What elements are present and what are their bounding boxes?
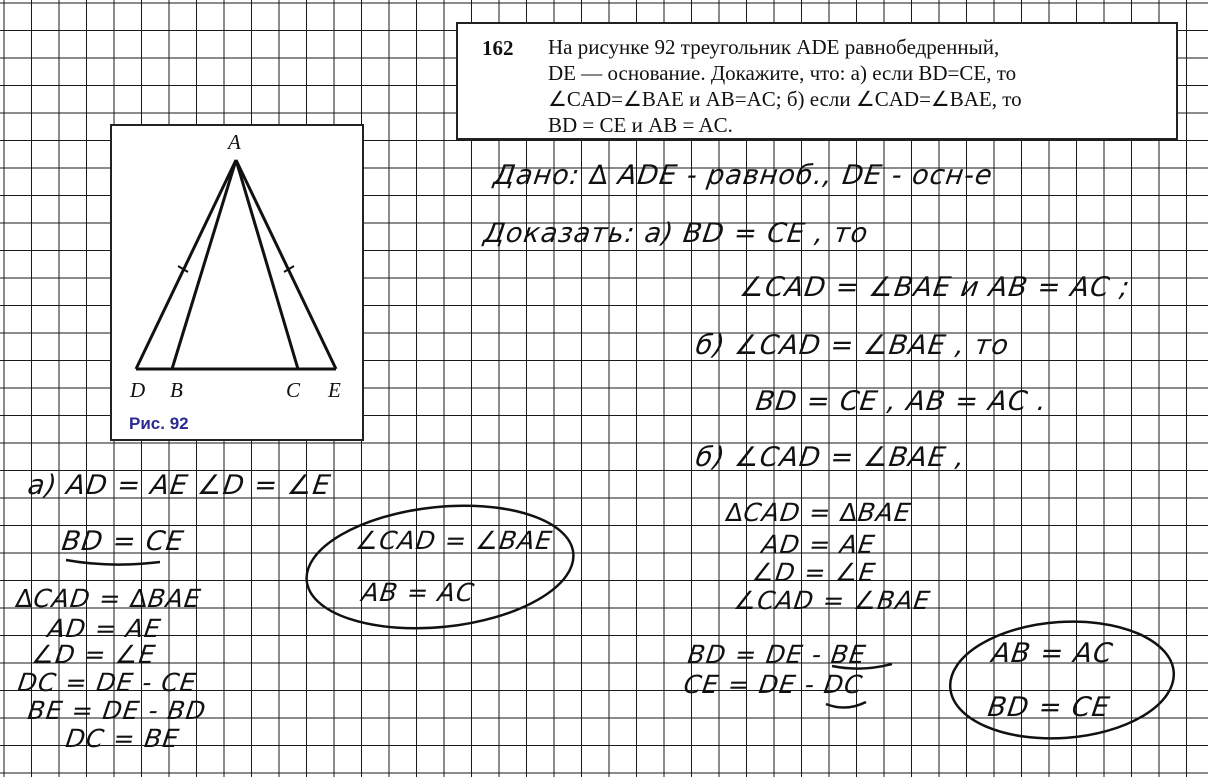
sol-a-line-3: ∆CAD = ∆BAE bbox=[13, 584, 204, 613]
problem-number: 162 bbox=[482, 36, 514, 60]
prove-a-line-2: ∠CAD = ∠BAE и AB = AC ; bbox=[737, 272, 1133, 303]
sol-b-line-6: BD = DE - BE bbox=[685, 640, 869, 669]
sol-a-line-2: BD = CE bbox=[59, 526, 187, 557]
sol-b-line-1: б) ∠CAD = ∠BAE , bbox=[693, 442, 968, 473]
result-a-line-2: AB = AC bbox=[359, 578, 477, 607]
sol-a-line-5: ∠D = ∠E bbox=[29, 640, 158, 669]
sol-b-line-7: CE = DE - DC bbox=[681, 670, 865, 699]
point-label-c: C bbox=[286, 378, 301, 402]
prove-b-line-1: б) ∠CAD = ∠BAE , то bbox=[693, 330, 1012, 361]
point-label-a: A bbox=[228, 130, 241, 154]
sol-a-line-4: AD = AE bbox=[45, 614, 164, 643]
sol-b-line-3: AD = AE bbox=[759, 530, 878, 559]
result-b-line-2: BD = CE bbox=[985, 692, 1113, 723]
problem-line-2: DE — основание. Докажите, что: а) если BD=CE, то bbox=[548, 61, 1017, 85]
result-a-line-1: ∠CAD = ∠BAE bbox=[353, 526, 555, 555]
triangle-drawing bbox=[112, 126, 362, 439]
prove-a-line-1: Доказать: а) BD = CE , то bbox=[481, 218, 871, 249]
problem-line-1: На рисунке 92 треугольник ADE равнобедренный, bbox=[548, 35, 1000, 59]
problem-line-3: ∠CAD=∠BAE и AB=AC; б) если ∠CAD=∠BAE, то bbox=[548, 87, 1022, 111]
figure-92 bbox=[110, 124, 364, 441]
sol-b-line-5: ∠CAD = ∠BAE bbox=[731, 586, 933, 615]
sol-a-line-7: BE = DE - BD bbox=[25, 696, 209, 725]
prove-b-line-2: BD = CE , AB = AC . bbox=[753, 386, 1050, 417]
sol-a-line-1: а) AD = AE ∠D = ∠E bbox=[25, 470, 334, 501]
given-line: Дано: ∆ ADE - равноб., DE - осн-е bbox=[491, 160, 995, 191]
sol-a-line-6: DC = DE - CE bbox=[15, 668, 199, 697]
point-label-e: E bbox=[328, 378, 341, 402]
point-label-b: B bbox=[170, 378, 183, 402]
sol-b-line-4: ∠D = ∠E bbox=[749, 558, 878, 587]
sol-a-line-8: DC = BE bbox=[63, 724, 182, 753]
figure-caption: Рис. 92 bbox=[129, 414, 189, 433]
sol-b-line-2: ∆CAD = ∆BAE bbox=[723, 498, 914, 527]
problem-statement bbox=[456, 22, 1178, 140]
point-label-d: D bbox=[130, 378, 146, 402]
problem-line-4: BD = CE и AB = AC. bbox=[548, 113, 733, 137]
result-b-line-1: AB = AC bbox=[989, 638, 1116, 669]
